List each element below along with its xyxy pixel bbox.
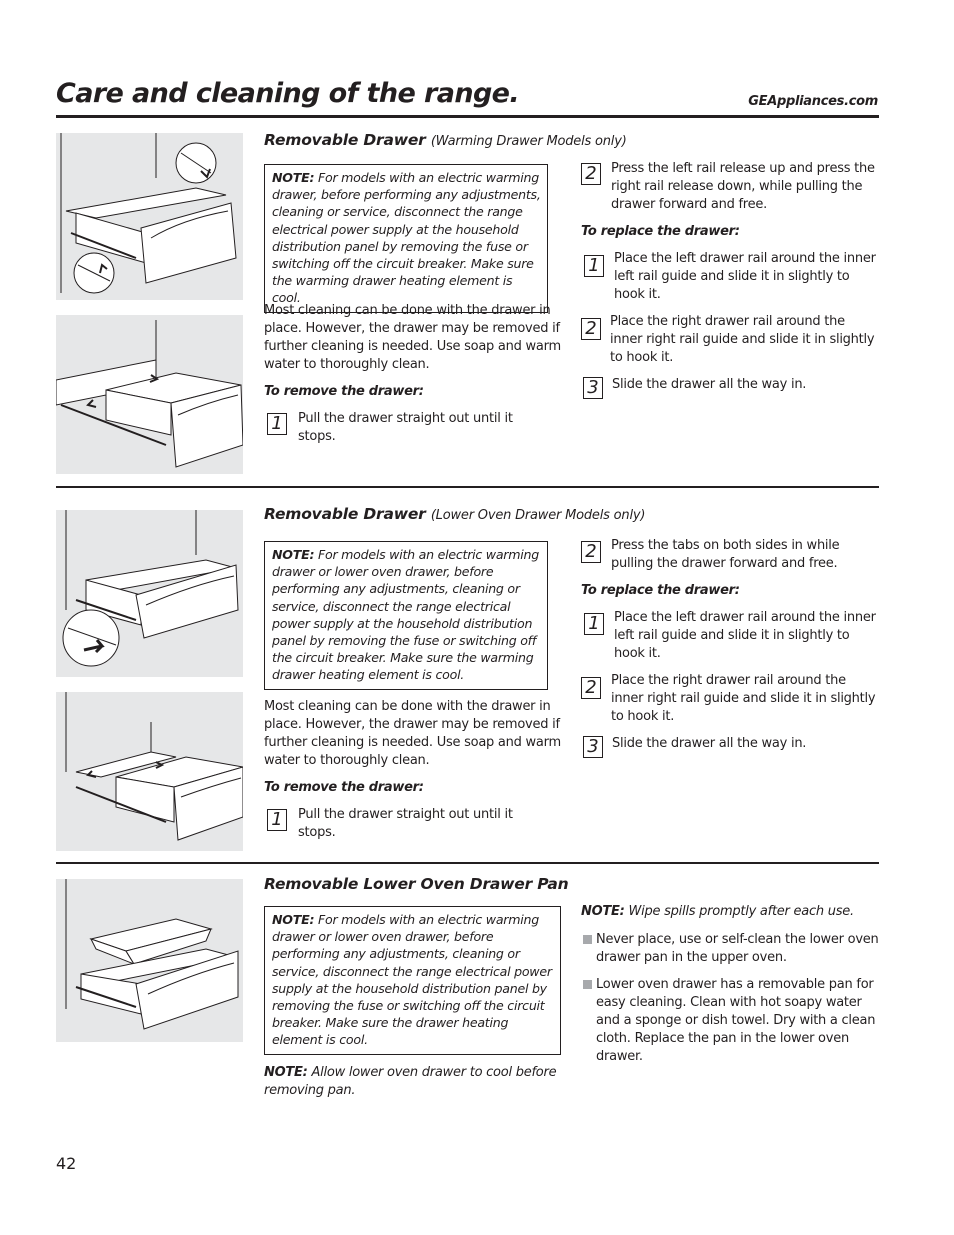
step-number: 1 xyxy=(584,613,604,635)
drawer-pan-icon xyxy=(56,879,243,1042)
step-number: 2 xyxy=(581,541,601,563)
site-url: GEAppliances.com xyxy=(748,94,878,109)
replace-heading: To replace the drawer: xyxy=(581,583,740,598)
lower-oven-drawer-illustration-2 xyxy=(56,692,243,851)
step-number: 2 xyxy=(581,163,601,185)
step-number: 3 xyxy=(583,736,603,758)
bullet-text: Lower oven drawer has a removable pan for easy cleaning. Clean with hot soapy water and a sponge or dish towel. Dry with a clean cloth. Replace the pan in the lower oven drawer. xyxy=(596,977,876,1064)
header-rule xyxy=(56,115,879,118)
section-title-text: Removable Drawer xyxy=(264,505,426,523)
step-text: Place the right drawer rail around the inner right rail guide and slide it in slightly to hook it. xyxy=(610,314,875,365)
step-number: 1 xyxy=(267,809,287,831)
step-text: Place the left drawer rail around the inner left rail guide and slide it in slightly to hook it. xyxy=(614,251,876,302)
body-paragraph: Most cleaning can be done with the drawer in place. However, the drawer may be removed if further cleaning is needed. Use soap and warm water to thoroughly clean. xyxy=(264,699,561,768)
step-text: Slide the drawer all the way in. xyxy=(612,377,807,392)
section-title-warming-drawer xyxy=(264,131,627,149)
note-text: For models with an electric warming drawer, before performing any adjustments, cleaning or service, disconnect the range electrical power supply at the household distribution panel by removing the fuse or switching off the circuit breaker. Make sure the warming drawer heating element is cool. xyxy=(272,170,541,306)
step-text: Pull the drawer straight out until it stops. xyxy=(298,411,513,444)
step-number: 3 xyxy=(583,377,603,399)
drawer-removal-icon xyxy=(56,315,243,474)
note-label: NOTE: xyxy=(264,1065,308,1080)
section-subtitle: (Warming Drawer Models only) xyxy=(430,134,627,149)
section-title-text: Removable Lower Oven Drawer Pan xyxy=(264,875,569,893)
note-text: Wipe spills promptly after each use. xyxy=(628,904,854,919)
body-paragraph: Most cleaning can be done with the drawer in place. However, the drawer may be removed if further cleaning is needed. Use soap and warm water to thoroughly clean. xyxy=(264,303,561,372)
remove-heading: To remove the drawer: xyxy=(264,384,424,399)
step-text: Press the left rail release up and press the right rail release down, while pulling the drawer forward and free. xyxy=(611,161,875,212)
step-number: 2 xyxy=(581,318,601,340)
note-box xyxy=(264,906,561,1055)
page-number: 42 xyxy=(56,1154,77,1173)
drawer-pan-illustration xyxy=(56,879,243,1042)
section-title-drawer-pan xyxy=(264,875,568,893)
step-text: Pull the drawer straight out until it stops. xyxy=(298,807,513,840)
drawer-pull-out-icon xyxy=(56,692,243,851)
step-number: 1 xyxy=(267,413,287,435)
step-text: Slide the drawer all the way in. xyxy=(612,736,807,751)
section-divider xyxy=(56,862,879,864)
wipe-note xyxy=(581,903,876,921)
lower-oven-drawer-illustration-1 xyxy=(56,510,243,677)
remove-heading: To remove the drawer: xyxy=(264,780,424,795)
section-divider xyxy=(56,486,879,488)
cool-note xyxy=(264,1064,564,1100)
note-text: For models with an electric warming drawer or lower oven drawer, before performing any adjustments, cleaning or service, disconnect the range electrical power supply at the household distribution panel by removing the fuse or switching off the circuit breaker. Make sure the warming drawer heating element is cool. xyxy=(272,547,539,683)
bullet-marker xyxy=(583,935,592,944)
replace-heading: To replace the drawer: xyxy=(581,224,740,239)
section-title-text: Removable Drawer xyxy=(264,131,426,149)
note-text: For models with an electric warming drawer or lower oven drawer, before performing any adjustments, cleaning or service, disconnect the range electrical power supply at the household distribution panel by removing the fuse or switching off the circuit breaker. Make sure the drawer heating element is cool. xyxy=(272,912,552,1048)
note-label: NOTE: xyxy=(272,912,315,927)
drawer-tab-release-icon xyxy=(56,510,243,677)
step-number: 2 xyxy=(581,677,601,699)
bullet-marker xyxy=(583,980,592,989)
warming-drawer-illustration-2 xyxy=(56,315,243,474)
note-label: NOTE: xyxy=(272,170,315,185)
warming-drawer-illustration-1 xyxy=(56,133,243,300)
step-text: Press the tabs on both sides in while pulling the drawer forward and free. xyxy=(611,538,840,571)
note-box xyxy=(264,541,548,690)
note-box xyxy=(264,164,548,313)
drawer-rail-release-icon xyxy=(56,133,243,300)
step-number: 1 xyxy=(584,255,604,277)
note-label: NOTE: xyxy=(581,904,625,919)
section-subtitle: (Lower Oven Drawer Models only) xyxy=(430,508,646,523)
note-text: Allow lower oven drawer to cool before removing pan. xyxy=(264,1065,557,1098)
step-text: Place the left drawer rail around the inner left rail guide and slide it in slightly to hook it. xyxy=(614,610,876,661)
section-title-lower-oven-drawer xyxy=(264,505,645,523)
bullet-text: Never place, use or self-clean the lower oven drawer pan in the upper oven. xyxy=(596,932,879,965)
note-label: NOTE: xyxy=(272,547,315,562)
page-title: Care and cleaning of the range. xyxy=(56,78,520,109)
step-text: Place the right drawer rail around the inner right rail guide and slide it in slightly to hook it. xyxy=(611,673,876,724)
